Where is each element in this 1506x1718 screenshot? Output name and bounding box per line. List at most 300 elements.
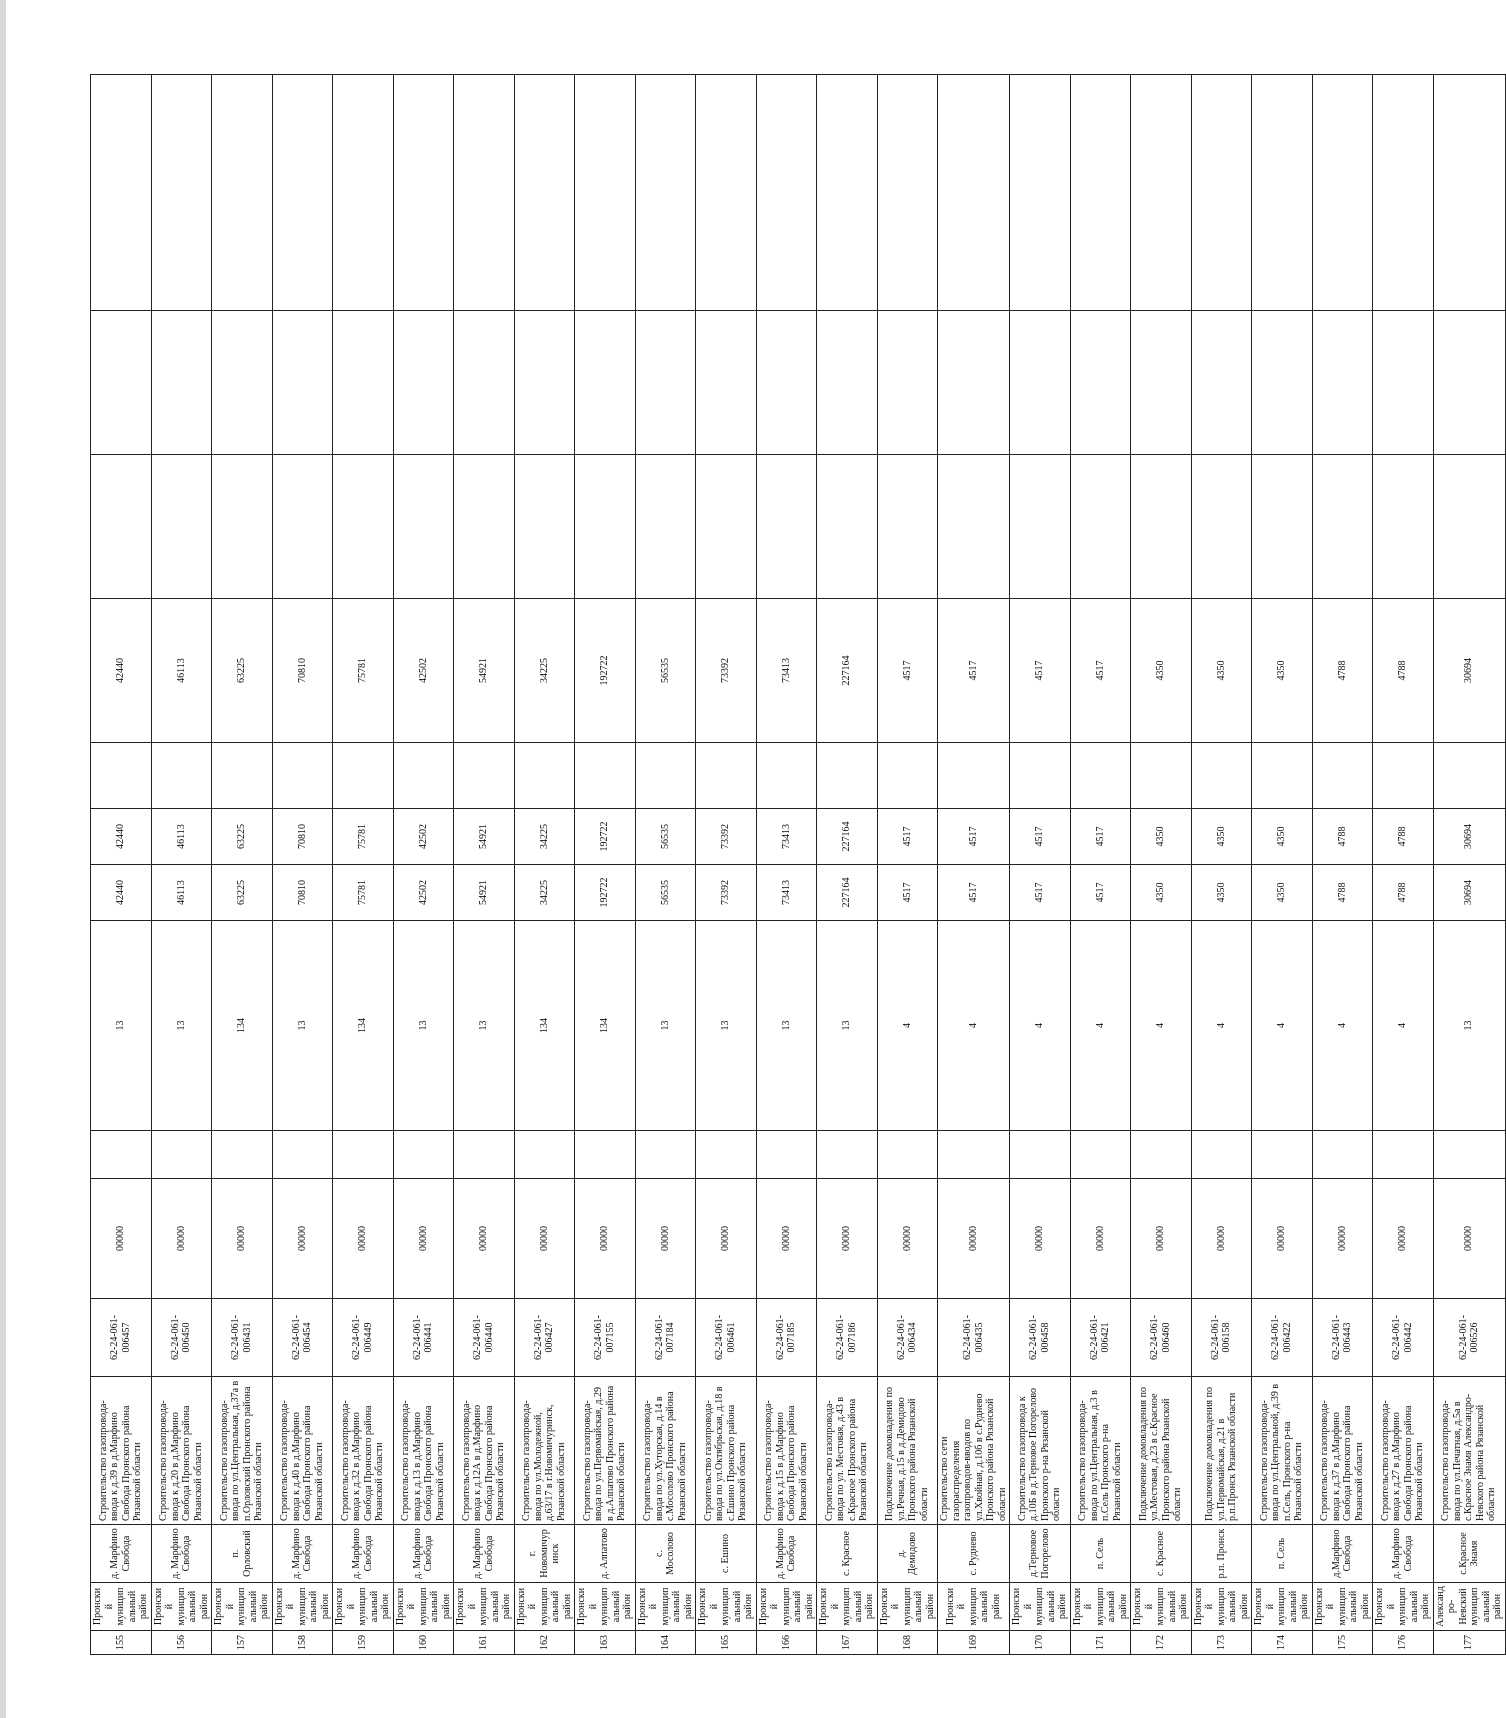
code-cell: 00000 (877, 1179, 938, 1299)
code-cell: 00000 (212, 1179, 273, 1299)
empty-cell (212, 75, 273, 311)
empty-cell (1191, 311, 1252, 455)
value-3-cell: 4517 (877, 599, 938, 743)
value-2-cell: 56535 (635, 809, 696, 865)
value-3-cell: 42440 (91, 599, 152, 743)
cadastre-cell: 62-24-061-007186 (817, 1299, 878, 1377)
code-cell: 00000 (272, 1179, 333, 1299)
category-cell: 4 (1070, 921, 1131, 1131)
empty-cell (1312, 743, 1373, 809)
category-cell: 4 (1252, 921, 1313, 1131)
value-2-cell: 4517 (1070, 809, 1131, 865)
table-row (1252, 75, 1313, 1655)
empty-cell (1191, 455, 1252, 599)
table-row (938, 75, 1010, 1655)
empty-cell (333, 75, 394, 311)
code-cell: 00000 (454, 1179, 515, 1299)
row-number: 161 (454, 1631, 515, 1655)
empty-cell (333, 743, 394, 809)
table-row (1070, 75, 1131, 1655)
data-table (90, 74, 1506, 1655)
empty-cell (1373, 455, 1434, 599)
empty-cell (1010, 743, 1071, 809)
locality-cell: д. Марфино Свобода (1373, 1525, 1434, 1583)
code-cell: 00000 (756, 1179, 817, 1299)
row-number: 162 (514, 1631, 575, 1655)
value-2-cell: 4350 (1252, 809, 1313, 865)
empty-cell (454, 311, 515, 455)
row-number: 159 (333, 1631, 394, 1655)
empty-cell (454, 455, 515, 599)
cadastre-cell: 62-24-061-006421 (1070, 1299, 1131, 1377)
value-3-cell: 73413 (756, 599, 817, 743)
object-name-cell: Строительство газопровода-ввода к д.39 в д.Марфино Свобода Пронского района Рязанской области (91, 1377, 152, 1525)
value-1-cell: 4788 (1373, 865, 1434, 921)
empty-cell (454, 743, 515, 809)
empty-cell (393, 1131, 454, 1179)
district-cell: Пронский муниципальный район (756, 1583, 817, 1631)
district-cell: Пронский муниципальный район (454, 1583, 515, 1631)
value-1-cell: 73392 (696, 865, 757, 921)
value-3-cell: 73392 (696, 599, 757, 743)
cadastre-cell: 62-24-061-007185 (756, 1299, 817, 1377)
table-row (756, 75, 817, 1655)
value-3-cell: 56535 (635, 599, 696, 743)
row-number: 165 (696, 1631, 757, 1655)
row-number: 175 (1312, 1631, 1373, 1655)
district-cell: Пронский муниципальный район (696, 1583, 757, 1631)
empty-cell (575, 455, 636, 599)
value-3-cell: 227164 (817, 599, 878, 743)
code-cell: 00000 (1312, 1179, 1373, 1299)
empty-cell (635, 743, 696, 809)
value-2-cell: 73392 (696, 809, 757, 865)
empty-cell (1010, 1131, 1071, 1179)
object-name-cell: Строительство газопровода-ввода по ул.Центральная, д.37а в п.Орловский Пронского района Рязанской области (212, 1377, 273, 1525)
empty-cell (272, 1131, 333, 1179)
category-cell: 13 (454, 921, 515, 1131)
locality-cell: д. Марфино Свобода (91, 1525, 152, 1583)
value-1-cell: 4517 (1010, 865, 1071, 921)
value-3-cell: 63225 (212, 599, 273, 743)
empty-cell (938, 455, 1010, 599)
cadastre-cell: 62-24-061-006427 (514, 1299, 575, 1377)
code-cell: 00000 (393, 1179, 454, 1299)
empty-cell (91, 1131, 152, 1179)
code-cell: 00000 (635, 1179, 696, 1299)
category-cell: 4 (938, 921, 1010, 1131)
object-name-cell: Строительство газопровода-ввода по ул.Первомайская, д.29 в д.Алпатово Пронского района Рязанской области (575, 1377, 636, 1525)
value-2-cell: 192722 (575, 809, 636, 865)
empty-cell (817, 75, 878, 311)
locality-cell: д. Марфино Свобода (333, 1525, 394, 1583)
cadastre-cell: 62-24-061-006441 (393, 1299, 454, 1377)
district-cell: Пронский муниципальный район (272, 1583, 333, 1631)
rotated-sheet (90, 75, 1503, 1655)
locality-cell: п. Орловский (212, 1525, 273, 1583)
object-name-cell: Строительство газопровода-ввода по ул.Печатная, д.5а в с.Красное Знамя Александро-Невского района Рязанской области (1433, 1377, 1505, 1525)
empty-cell (1312, 1131, 1373, 1179)
value-1-cell: 4517 (1070, 865, 1131, 921)
value-3-cell: 192722 (575, 599, 636, 743)
category-cell: 13 (635, 921, 696, 1131)
object-name-cell: Строительство газопровода к д.10Б в д.Терновое Погорелово Пронского р-на Рязанской области (1010, 1377, 1071, 1525)
locality-cell: д.Терновое Погорелово (1010, 1525, 1071, 1583)
empty-cell (756, 743, 817, 809)
value-2-cell: 4517 (1010, 809, 1071, 865)
object-name-cell: Строительство газопровода-ввода к д.37 в д.Марфино Свобода Пронского района Рязанской области (1312, 1377, 1373, 1525)
value-1-cell: 42502 (393, 865, 454, 921)
empty-cell (1312, 75, 1373, 311)
cadastre-cell: 62-24-061-006457 (91, 1299, 152, 1377)
value-2-cell: 70810 (272, 809, 333, 865)
category-cell: 4 (1312, 921, 1373, 1131)
empty-cell (1131, 455, 1192, 599)
value-3-cell: 30694 (1433, 599, 1505, 743)
district-cell: Пронский муниципальный район (1191, 1583, 1252, 1631)
locality-cell: с. Красное (817, 1525, 878, 1583)
locality-cell: с. Ешино (696, 1525, 757, 1583)
empty-cell (151, 311, 212, 455)
empty-cell (1252, 455, 1313, 599)
table-row (1433, 75, 1505, 1655)
row-number: 169 (938, 1631, 1010, 1655)
district-cell: Пронский муниципальный район (938, 1583, 1010, 1631)
empty-cell (272, 743, 333, 809)
empty-cell (1252, 1131, 1313, 1179)
code-cell: 00000 (1131, 1179, 1192, 1299)
value-2-cell: 4788 (1312, 809, 1373, 865)
value-3-cell: 4350 (1131, 599, 1192, 743)
value-1-cell: 4788 (1312, 865, 1373, 921)
category-cell: 13 (696, 921, 757, 1131)
category-cell: 134 (575, 921, 636, 1131)
empty-cell (1373, 75, 1434, 311)
empty-cell (272, 75, 333, 311)
object-name-cell: Строительство газопровода-ввода по ул.Центральной, д.39 в п.Сель, Пронского р-на Рязанской области (1252, 1377, 1313, 1525)
empty-cell (877, 743, 938, 809)
value-1-cell: 42440 (91, 865, 152, 921)
cadastre-cell: 62-24-061-006450 (151, 1299, 212, 1377)
empty-cell (1010, 455, 1071, 599)
empty-cell (151, 75, 212, 311)
row-number: 168 (877, 1631, 938, 1655)
empty-cell (1010, 311, 1071, 455)
empty-cell (696, 455, 757, 599)
locality-cell: с. Красное (1131, 1525, 1192, 1583)
code-cell: 00000 (1070, 1179, 1131, 1299)
locality-cell: с. Руднево (938, 1525, 1010, 1583)
value-2-cell: 227164 (817, 809, 878, 865)
empty-cell (1312, 311, 1373, 455)
value-1-cell: 54921 (454, 865, 515, 921)
value-2-cell: 54921 (454, 809, 515, 865)
object-name-cell: Строительство газопровода-ввода к д.15 в д.Марфино Свобода Пронского района Рязанской области (756, 1377, 817, 1525)
row-number: 170 (1010, 1631, 1071, 1655)
empty-cell (333, 311, 394, 455)
empty-cell (393, 743, 454, 809)
district-cell: Пронский муниципальный район (151, 1583, 212, 1631)
row-number: 166 (756, 1631, 817, 1655)
locality-cell: д. Демидово (877, 1525, 938, 1583)
row-number: 176 (1373, 1631, 1434, 1655)
empty-cell (272, 455, 333, 599)
code-cell: 00000 (514, 1179, 575, 1299)
locality-cell: д. Марфино Свобода (272, 1525, 333, 1583)
empty-cell (91, 455, 152, 599)
row-number: 160 (393, 1631, 454, 1655)
value-1-cell: 30694 (1433, 865, 1505, 921)
value-1-cell: 192722 (575, 865, 636, 921)
empty-cell (1252, 743, 1313, 809)
empty-cell (635, 1131, 696, 1179)
object-name-cell: Строительство газопровода-ввода по ул.Хуторская, д.14 в с.Мосолово Пронского района Рязанской области (635, 1377, 696, 1525)
value-3-cell: 34225 (514, 599, 575, 743)
cadastre-cell: 62-24-061-006435 (938, 1299, 1010, 1377)
empty-cell (817, 1131, 878, 1179)
empty-cell (393, 455, 454, 599)
empty-cell (1433, 311, 1505, 455)
cadastre-cell: 62-24-061-006449 (333, 1299, 394, 1377)
empty-cell (514, 311, 575, 455)
row-number: 171 (1070, 1631, 1131, 1655)
locality-cell: п. Сель (1070, 1525, 1131, 1583)
value-3-cell: 42502 (393, 599, 454, 743)
empty-cell (696, 743, 757, 809)
table-row (333, 75, 394, 1655)
object-name-cell: Строительство газопровода-ввода по ул.Молодежной, д.63/17 в г.Новомичуринск, Рязанской области (514, 1377, 575, 1525)
cadastre-cell: 62-24-061-006440 (454, 1299, 515, 1377)
empty-cell (1252, 75, 1313, 311)
empty-cell (91, 311, 152, 455)
cadastre-cell: 62-24-061-007155 (575, 1299, 636, 1377)
cadastre-cell: 62-24-061-006461 (696, 1299, 757, 1377)
row-number: 158 (272, 1631, 333, 1655)
district-cell: Пронский муниципальный район (393, 1583, 454, 1631)
category-cell: 13 (272, 921, 333, 1131)
table-row (1312, 75, 1373, 1655)
empty-cell (1070, 455, 1131, 599)
object-name-cell: Подключение домовладения по ул.Местовая, д.23 в с.Красное Пронского района Рязанской области (1131, 1377, 1192, 1525)
empty-cell (514, 1131, 575, 1179)
object-name-cell: Строительство газопровода-ввода к д.40 в д.Марфино Свобода Пронского района Рязанской области (272, 1377, 333, 1525)
row-number: 177 (1433, 1631, 1505, 1655)
value-2-cell: 30694 (1433, 809, 1505, 865)
district-cell: Пронский муниципальный район (333, 1583, 394, 1631)
object-name-cell: Строительство газопровода-ввода к д.32 в д.Марфино Свобода Пронского района Рязанской области (333, 1377, 394, 1525)
table-row (696, 75, 757, 1655)
value-1-cell: 227164 (817, 865, 878, 921)
value-1-cell: 56535 (635, 865, 696, 921)
locality-cell: р.п. Пронск (1191, 1525, 1252, 1583)
object-name-cell: Подключение домовладения по ул.Речная, д.15 в д.Демидово Пронского района Рязанской области (877, 1377, 938, 1525)
locality-cell: п. Сель (1252, 1525, 1313, 1583)
category-cell: 4 (1010, 921, 1071, 1131)
code-cell: 00000 (938, 1179, 1010, 1299)
empty-cell (393, 75, 454, 311)
value-2-cell: 4350 (1191, 809, 1252, 865)
district-cell: Пронский муниципальный район (91, 1583, 152, 1631)
table-row (817, 75, 878, 1655)
district-cell: Пронский муниципальный район (575, 1583, 636, 1631)
locality-cell: д. Марфино Свобода (151, 1525, 212, 1583)
locality-cell: д.Марфино Свобода (1312, 1525, 1373, 1583)
empty-cell (1373, 1131, 1434, 1179)
empty-cell (1070, 743, 1131, 809)
cadastre-cell: 62-24-061-006443 (1312, 1299, 1373, 1377)
value-2-cell: 73413 (756, 809, 817, 865)
cadastre-cell: 62-24-061-006434 (877, 1299, 938, 1377)
empty-cell (272, 311, 333, 455)
value-2-cell: 42502 (393, 809, 454, 865)
value-2-cell: 34225 (514, 809, 575, 865)
empty-cell (575, 1131, 636, 1179)
empty-cell (817, 743, 878, 809)
object-name-cell: Строительство сети газораспределения газопроводов-вводов по ул.Хвойная, д.10б в с.Руднево Пронского района Рязанской области (938, 1377, 1010, 1525)
empty-cell (91, 743, 152, 809)
code-cell: 00000 (1010, 1179, 1071, 1299)
empty-cell (151, 1131, 212, 1179)
category-cell: 4 (1191, 921, 1252, 1131)
value-1-cell: 73413 (756, 865, 817, 921)
empty-cell (696, 75, 757, 311)
table-row (575, 75, 636, 1655)
cadastre-cell: 62-24-061-006431 (212, 1299, 273, 1377)
value-1-cell: 4350 (1191, 865, 1252, 921)
cadastre-cell: 62-24-061-006458 (1010, 1299, 1071, 1377)
empty-cell (696, 311, 757, 455)
value-3-cell: 75781 (333, 599, 394, 743)
locality-cell: д. Алпатово (575, 1525, 636, 1583)
category-cell: 13 (151, 921, 212, 1131)
object-name-cell: Строительство газопровода-ввода по ул. Местовая, д.43 в с.Красное Пронского района Рязанской области (817, 1377, 878, 1525)
row-number: 155 (91, 1631, 152, 1655)
empty-cell (333, 1131, 394, 1179)
empty-cell (696, 1131, 757, 1179)
locality-cell: с.Красное Знамя (1433, 1525, 1505, 1583)
empty-cell (454, 1131, 515, 1179)
table-row (393, 75, 454, 1655)
category-cell: 13 (1433, 921, 1505, 1131)
value-3-cell: 54921 (454, 599, 515, 743)
table-row (1010, 75, 1071, 1655)
cadastre-cell: 62-24-061-006158 (1191, 1299, 1252, 1377)
empty-cell (393, 311, 454, 455)
object-name-cell: Строительство газопровода-ввода по ул.Октябрьская, д.18 в с.Ешино Пронского района Рязанской области (696, 1377, 757, 1525)
empty-cell (1433, 75, 1505, 311)
code-cell: 00000 (151, 1179, 212, 1299)
value-2-cell: 63225 (212, 809, 273, 865)
district-cell: Александро-Невский муниципальный район (1433, 1583, 1505, 1631)
empty-cell (877, 455, 938, 599)
value-2-cell: 42440 (91, 809, 152, 865)
value-3-cell: 70810 (272, 599, 333, 743)
value-3-cell: 4517 (938, 599, 1010, 743)
empty-cell (151, 743, 212, 809)
table-row (635, 75, 696, 1655)
table-row (514, 75, 575, 1655)
empty-cell (877, 311, 938, 455)
empty-cell (756, 311, 817, 455)
empty-cell (635, 455, 696, 599)
empty-cell (514, 455, 575, 599)
object-name-cell: Строительство газопровода-ввода к д.20 в д.Марфино Свобода Пронского района Рязанской области (151, 1377, 212, 1525)
value-2-cell: 46113 (151, 809, 212, 865)
cadastre-cell: 62-24-061-006422 (1252, 1299, 1313, 1377)
empty-cell (1191, 743, 1252, 809)
code-cell: 00000 (1433, 1179, 1505, 1299)
cadastre-cell: 62-24-061-007184 (635, 1299, 696, 1377)
category-cell: 4 (1131, 921, 1192, 1131)
value-1-cell: 75781 (333, 865, 394, 921)
locality-cell: д. Марфино Свобода (393, 1525, 454, 1583)
empty-cell (877, 1131, 938, 1179)
empty-cell (1191, 75, 1252, 311)
empty-cell (1433, 743, 1505, 809)
object-name-cell: Строительство газопровода-ввода по ул.Центральная, д.3 в п.Сель Пронского р-на Рязанской области (1070, 1377, 1131, 1525)
category-cell: 13 (817, 921, 878, 1131)
category-cell: 13 (393, 921, 454, 1131)
value-1-cell: 70810 (272, 865, 333, 921)
table-row (454, 75, 515, 1655)
empty-cell (877, 75, 938, 311)
code-cell: 00000 (817, 1179, 878, 1299)
empty-cell (1131, 311, 1192, 455)
table-row (1373, 75, 1434, 1655)
empty-cell (575, 743, 636, 809)
district-cell: Пронский муниципальный район (877, 1583, 938, 1631)
table-row (151, 75, 212, 1655)
empty-cell (91, 75, 152, 311)
binder-edge (0, 0, 6, 1718)
value-3-cell: 46113 (151, 599, 212, 743)
cadastre-cell: 62-24-061-006442 (1373, 1299, 1434, 1377)
value-1-cell: 4350 (1252, 865, 1313, 921)
empty-cell (756, 75, 817, 311)
category-cell: 13 (91, 921, 152, 1131)
empty-cell (1312, 455, 1373, 599)
cadastre-cell: 62-24-061-006454 (272, 1299, 333, 1377)
category-cell: 134 (514, 921, 575, 1131)
empty-cell (212, 455, 273, 599)
code-cell: 00000 (575, 1179, 636, 1299)
category-cell: 134 (212, 921, 273, 1131)
cadastre-cell: 62-24-061-006526 (1433, 1299, 1505, 1377)
empty-cell (1252, 311, 1313, 455)
empty-cell (1070, 75, 1131, 311)
empty-cell (575, 311, 636, 455)
empty-cell (635, 75, 696, 311)
locality-cell: с. Мосолово (635, 1525, 696, 1583)
empty-cell (1433, 455, 1505, 599)
value-3-cell: 4788 (1312, 599, 1373, 743)
value-2-cell: 4517 (877, 809, 938, 865)
district-cell: Пронский муниципальный район (1373, 1583, 1434, 1631)
empty-cell (635, 311, 696, 455)
row-number: 164 (635, 1631, 696, 1655)
row-number: 172 (1131, 1631, 1192, 1655)
cadastre-cell: 62-24-061-006460 (1131, 1299, 1192, 1377)
category-cell: 13 (756, 921, 817, 1131)
row-number: 157 (212, 1631, 273, 1655)
empty-cell (938, 311, 1010, 455)
empty-cell (1070, 1131, 1131, 1179)
empty-cell (1131, 75, 1192, 311)
empty-cell (938, 75, 1010, 311)
value-2-cell: 4350 (1131, 809, 1192, 865)
value-1-cell: 46113 (151, 865, 212, 921)
code-cell: 00000 (1373, 1179, 1434, 1299)
